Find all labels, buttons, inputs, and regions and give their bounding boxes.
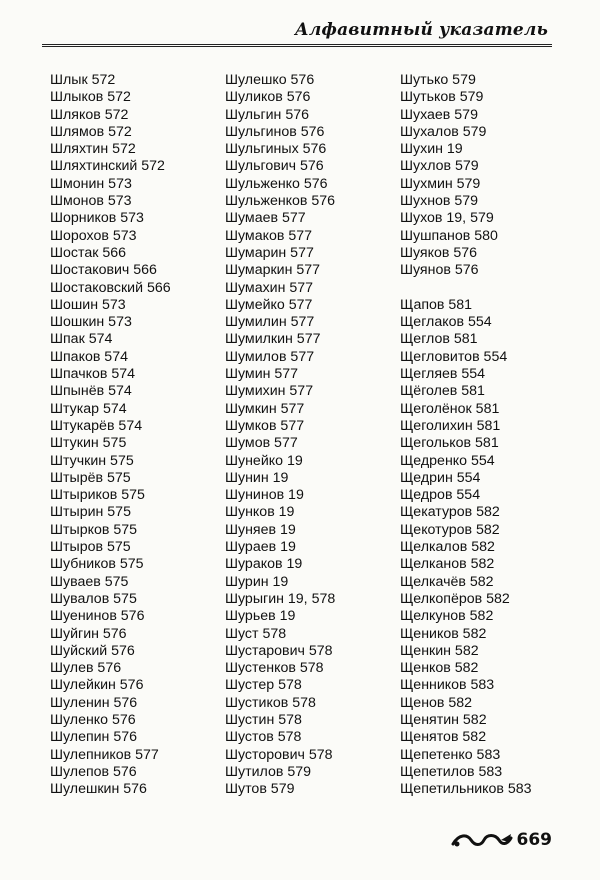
index-entry: Шостаковский 566	[50, 279, 171, 296]
index-entry: Штырёв 575	[50, 469, 131, 486]
index-entry: Штырков 575	[50, 521, 137, 538]
index-entry: Шульгинов 576	[225, 123, 325, 140]
index-entry: Щапов 581	[400, 296, 473, 313]
index-entry: Шухин 19	[400, 141, 463, 158]
index-entry: Шлык 572	[50, 72, 116, 88]
index-entry: Шумахин 577	[225, 279, 314, 296]
index-entry: Шумин 577	[225, 366, 299, 383]
index-column-2	[225, 72, 335, 798]
index-entry: Шулев 576	[50, 660, 122, 677]
index-entry: Шулепников 577	[50, 746, 159, 763]
index-entry: Шумилкин 577	[225, 331, 321, 348]
index-entry: Шухмин 579	[400, 175, 481, 192]
index-entry: Щенятин 582	[400, 711, 487, 728]
index-entry: Щенов 582	[400, 694, 473, 711]
index-entry: Шмонов 573	[50, 193, 132, 210]
index-entry: Шулешкин 576	[50, 781, 147, 798]
index-entry: Шуленко 576	[50, 711, 136, 728]
index-entry: Шумилин 577	[225, 314, 315, 331]
index-entry: Щенников 583	[400, 677, 495, 694]
index-entry: Щегловитов 554	[400, 348, 508, 365]
index-entry: Шостакович 566	[50, 262, 157, 279]
index-entry: Шумилов 577	[225, 348, 315, 365]
index-entry: Шустов 578	[225, 729, 302, 746]
index-entry: Шусторович 578	[225, 746, 333, 763]
index-entry: Шошкин 573	[50, 314, 132, 331]
index-entry: Щеголихин 581	[400, 417, 501, 434]
index-entry: Щелканов 582	[400, 556, 495, 573]
index-entry: Шунейко 19	[225, 452, 303, 469]
index-entry: Шошин 573	[50, 296, 126, 313]
index-entry: Шумихин 577	[225, 383, 314, 400]
index-entry: Шумаев 577	[225, 210, 306, 227]
index-entry: Шулешко 576	[225, 72, 315, 88]
index-entry: Шулейкин 576	[50, 677, 144, 694]
index-entry: Шустин 578	[225, 711, 302, 728]
index-entry: Шлямов 572	[50, 123, 132, 140]
header-divider	[42, 44, 552, 49]
index-entry: Шубников 575	[50, 556, 144, 573]
index-entry: Щеглаков 554	[400, 314, 492, 331]
index-entry: Щегляев 554	[400, 366, 486, 383]
index-entry: Штучкин 575	[50, 452, 134, 469]
index-entry: Шустер 578	[225, 677, 302, 694]
index-entry: Щекатуров 582	[400, 504, 500, 521]
index-entry: Шумков 577	[225, 417, 305, 434]
index-entry: Щенятов 582	[400, 729, 487, 746]
page-number: 669	[516, 830, 552, 850]
index-entry: Щегольков 581	[400, 435, 499, 452]
index-entry: Шуяков 576	[400, 244, 478, 261]
index-entry: Шурин 19	[225, 573, 289, 590]
index-entry: Щепетенко 583	[400, 746, 501, 763]
index-entry: Щёголев 581	[400, 383, 485, 400]
index-entry: Щенков 582	[400, 660, 479, 677]
index-entry: Щедрин 554	[400, 469, 481, 486]
index-entry: Шляхтин 572	[50, 141, 136, 158]
index-entry: Щедров 554	[400, 487, 481, 504]
index-entry: Шуленин 576	[50, 694, 138, 711]
index-entry: Щелкачёв 582	[400, 573, 494, 590]
index-entry: Шушпанов 580	[400, 227, 498, 244]
index-entry: Шухнов 579	[400, 193, 479, 210]
index-entry: Шухов 19, 579	[400, 210, 494, 227]
index-entry: Шумаков 577	[225, 227, 312, 244]
index-entry: Шутилов 579	[225, 763, 311, 780]
index-column-3	[400, 72, 532, 798]
index-entry: Шуйгин 576	[50, 625, 127, 642]
index-entry: Шляхтинский 572	[50, 158, 165, 175]
index-entry: Шумов 577	[225, 435, 298, 452]
index-entry: Шуянов 576	[400, 262, 479, 279]
index-entry: Штыров 575	[50, 539, 131, 556]
index-entry: Шульженков 576	[225, 193, 336, 210]
index-entry: Шляков 572	[50, 106, 129, 123]
page-footer	[451, 830, 553, 850]
index-entry: Шухалов 579	[400, 123, 487, 140]
index-entry: Шухлов 579	[400, 158, 479, 175]
index-entry: Шустиков 578	[225, 694, 316, 711]
index-entry: Щелкалов 582	[400, 539, 495, 556]
index-entry: Щепетилов 583	[400, 763, 503, 780]
index-entry: Штукар 574	[50, 400, 127, 417]
index-entry: Шувалов 575	[50, 590, 137, 607]
index-entry: Шустарович 578	[225, 642, 333, 659]
index-entry: Шустенков 578	[225, 660, 324, 677]
index-entry: Шураков 19	[225, 556, 303, 573]
index-entry: Шутьков 579	[400, 89, 484, 106]
index-entry: Шутько 579	[400, 72, 476, 88]
index-entry: Шунинов 19	[225, 487, 304, 504]
index-entry: Щелкопёров 582	[400, 590, 510, 607]
index-entry: Щеглов 581	[400, 331, 478, 348]
index-entry: Шурыгин 19, 578	[225, 590, 336, 607]
index-entry: Шулепов 576	[50, 763, 137, 780]
index-entry: Шпынёв 574	[50, 383, 132, 400]
index-entry: Щеников 582	[400, 625, 487, 642]
index-entry: Шпак 574	[50, 331, 113, 348]
index-entry: Шуваев 575	[50, 573, 129, 590]
index-entry: Шураев 19	[225, 539, 296, 556]
index-entry: Шунков 19	[225, 504, 295, 521]
index-entry: Щепетильников 583	[400, 781, 532, 798]
index-entry: Шуенинов 576	[50, 608, 145, 625]
index-section-gap	[400, 280, 532, 297]
index-entry: Шумарин 577	[225, 244, 314, 261]
index-entry: Шуняев 19	[225, 521, 296, 538]
index-entry: Щелкунов 582	[400, 608, 494, 625]
index-entry: Шуликов 576	[225, 89, 311, 106]
page-title: Алфавитный указатель	[294, 20, 548, 40]
index-entry: Шуст 578	[225, 625, 287, 642]
index-entry: Шурьев 19	[225, 608, 296, 625]
index-entry: Шорников 573	[50, 210, 144, 227]
index-entry: Шутов 579	[225, 781, 295, 798]
index-entry: Шульгович 576	[225, 158, 324, 175]
index-entry: Штукин 575	[50, 435, 127, 452]
index-entry: Шорохов 573	[50, 227, 137, 244]
index-entry: Шпаков 574	[50, 348, 128, 365]
index-entry: Шульгиных 576	[225, 141, 327, 158]
index-entry: Шумаркин 577	[225, 262, 321, 279]
index-entry: Шуйский 576	[50, 642, 135, 659]
index-entry: Шумейко 577	[225, 296, 313, 313]
index-entry: Щеголёнок 581	[400, 400, 500, 417]
index-entry: Шульгин 576	[225, 106, 310, 123]
index-entry: Щекотуров 582	[400, 521, 500, 538]
index-entry: Шостак 566	[50, 244, 127, 261]
index-entry: Шмонин 573	[50, 175, 132, 192]
index-entry: Шухаев 579	[400, 106, 478, 123]
scroll-ornament-icon	[451, 830, 513, 850]
index-entry: Шумкин 577	[225, 400, 305, 417]
index-entry: Штыриков 575	[50, 487, 145, 504]
index-entry: Щенкин 582	[400, 642, 479, 659]
index-entry: Щедренко 554	[400, 452, 495, 469]
index-entry: Шульженко 576	[225, 175, 328, 192]
index-entry: Шулепин 576	[50, 729, 138, 746]
index-entry: Шлыков 572	[50, 89, 131, 106]
index-entry: Шунин 19	[225, 469, 289, 486]
index-entry: Штырин 575	[50, 504, 131, 521]
index-entry: Штукарёв 574	[50, 417, 143, 434]
index-entry: Шпачков 574	[50, 366, 136, 383]
index-column-1	[50, 72, 171, 798]
